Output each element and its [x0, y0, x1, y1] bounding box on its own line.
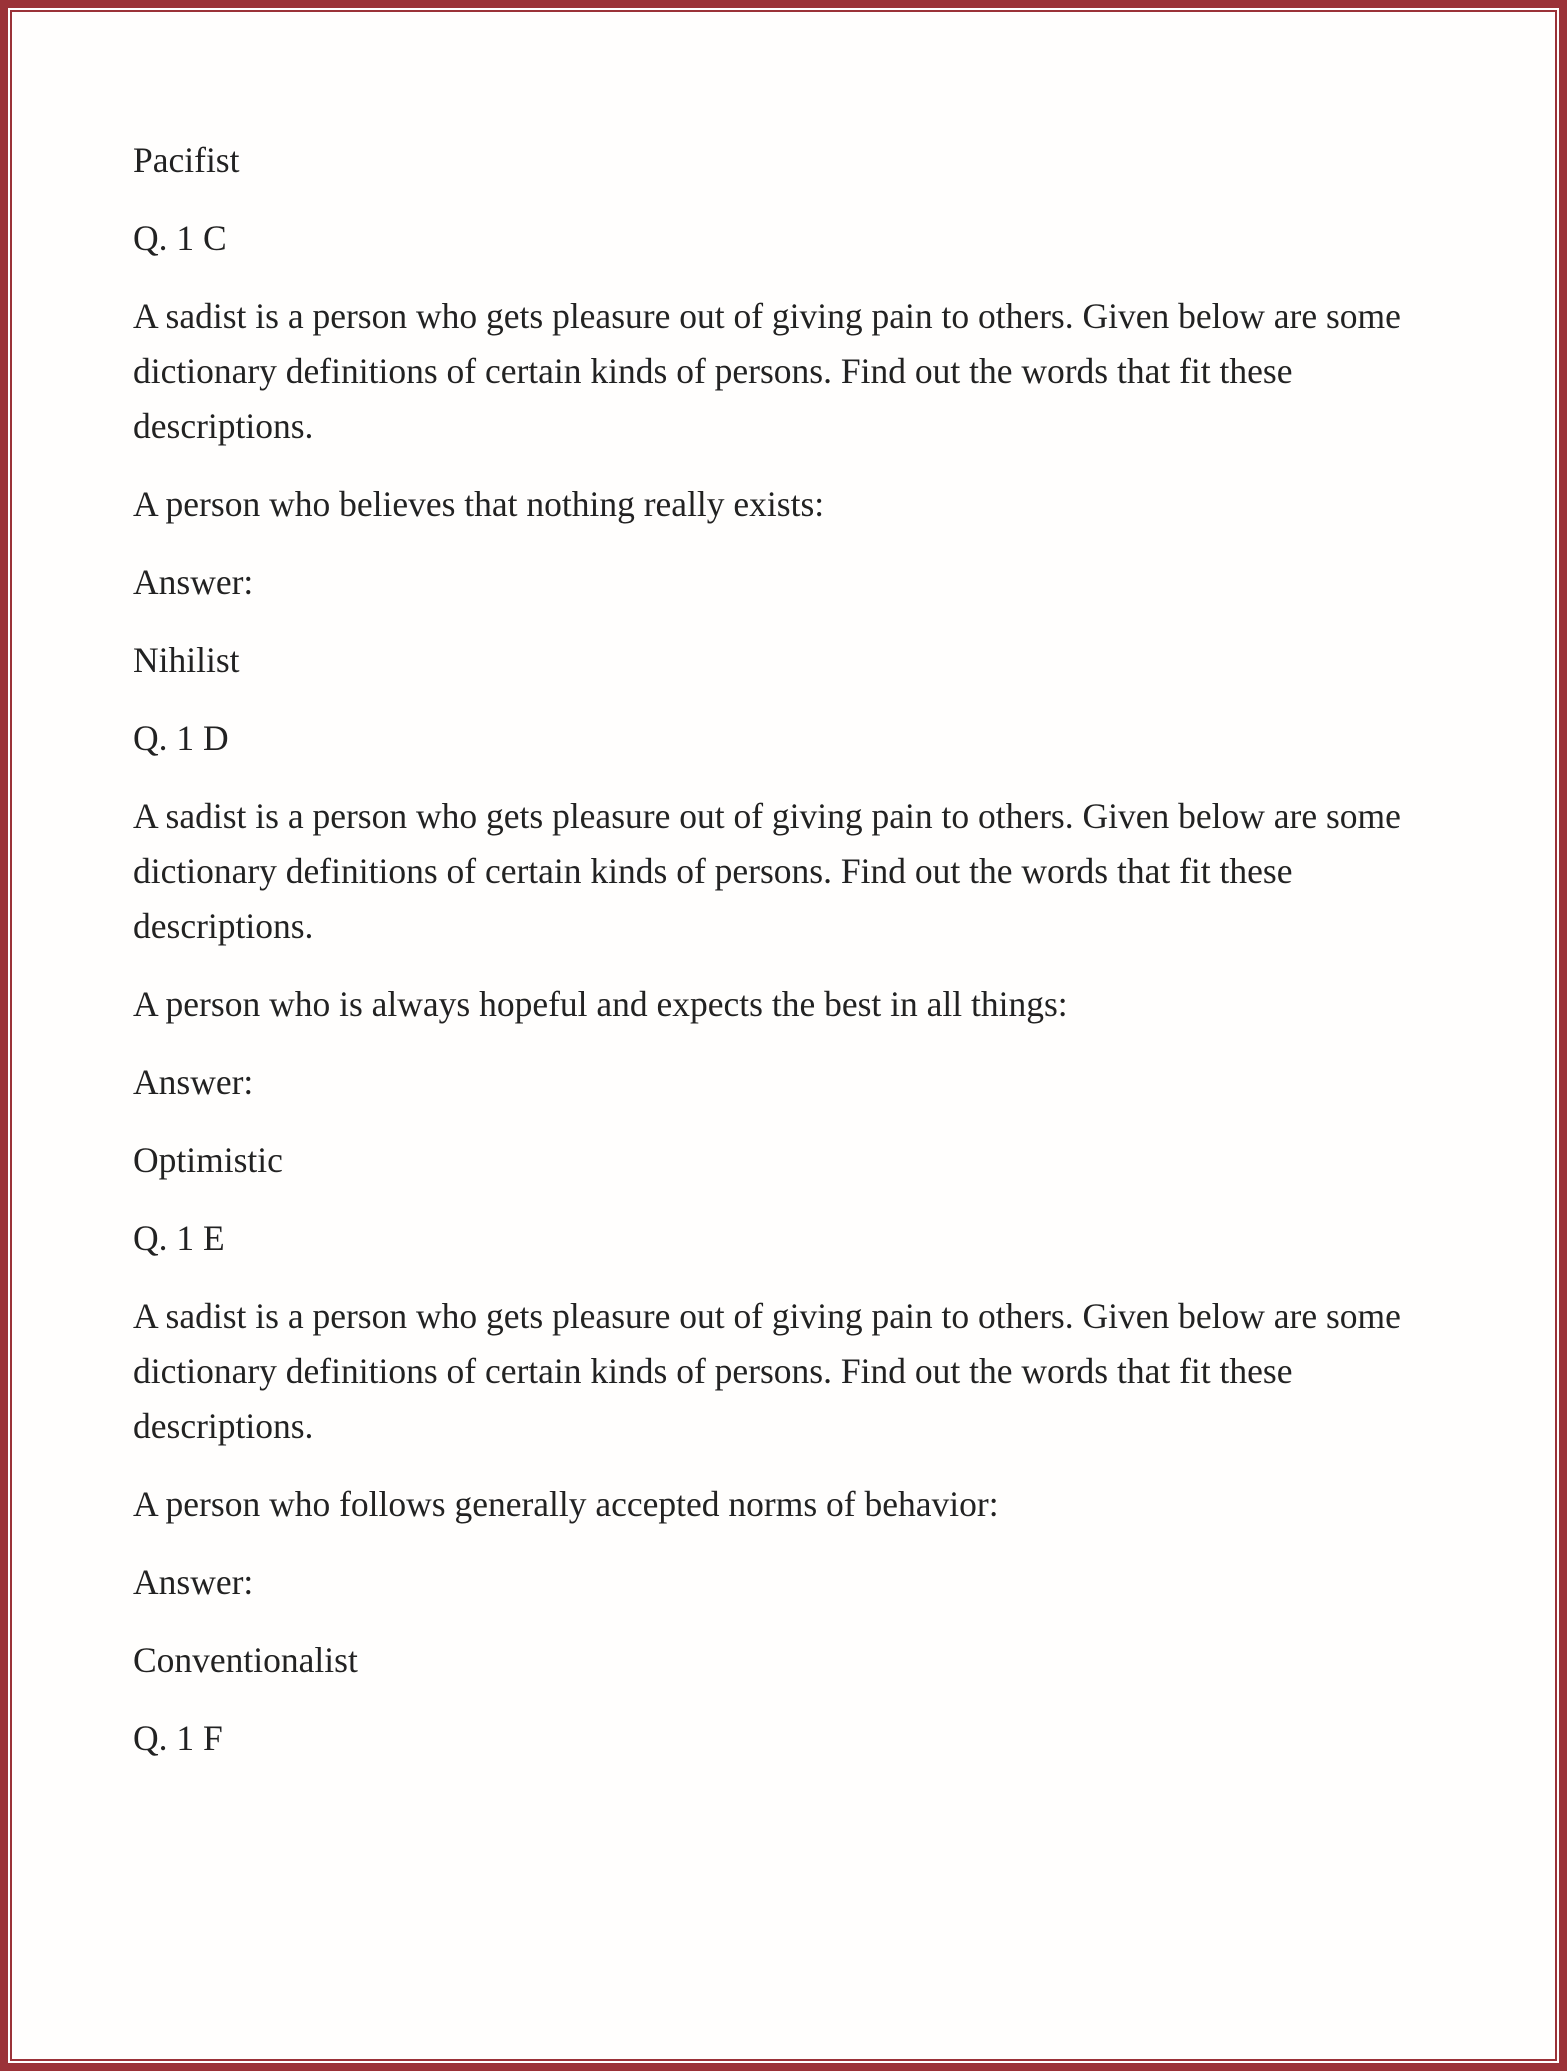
answer-text: Nihilist: [133, 640, 240, 680]
answer-text: Conventionalist: [133, 1640, 358, 1680]
answer-text: Pacifist: [133, 140, 240, 180]
question-number: Q. 1 F: [133, 1718, 223, 1758]
question-instructions: A sadist is a person who gets pleasure out of giving pain to others. Given below are some dictionary definitions of certain kinds of persons. Find out the words that fit these descriptions.: [133, 296, 1401, 446]
question-definition: A person who believes that nothing really exists:: [133, 484, 825, 524]
answer-label: Answer:: [133, 1562, 254, 1602]
question-instructions: A sadist is a person who gets pleasure out of giving pain to others. Given below are some dictionary definitions of certain kinds of persons. Find out the words that fit these descriptions.: [133, 796, 1401, 946]
question-number: Q. 1 D: [133, 718, 229, 758]
question-definition: A person who is always hopeful and expects the best in all things:: [133, 984, 1068, 1024]
question-number: Q. 1 E: [133, 1218, 225, 1258]
answer-label: Answer:: [133, 1062, 254, 1102]
question-instructions: A sadist is a person who gets pleasure out of giving pain to others. Given below are some dictionary definitions of certain kinds of persons. Find out the words that fit these descriptions.: [133, 1296, 1401, 1446]
answer-label: Answer:: [133, 562, 254, 602]
document-body: [133, 133, 1443, 1789]
question-definition: A person who follows generally accepted norms of behavior:: [133, 1484, 999, 1524]
question-number: Q. 1 C: [133, 218, 227, 258]
answer-text: Optimistic: [133, 1140, 283, 1180]
